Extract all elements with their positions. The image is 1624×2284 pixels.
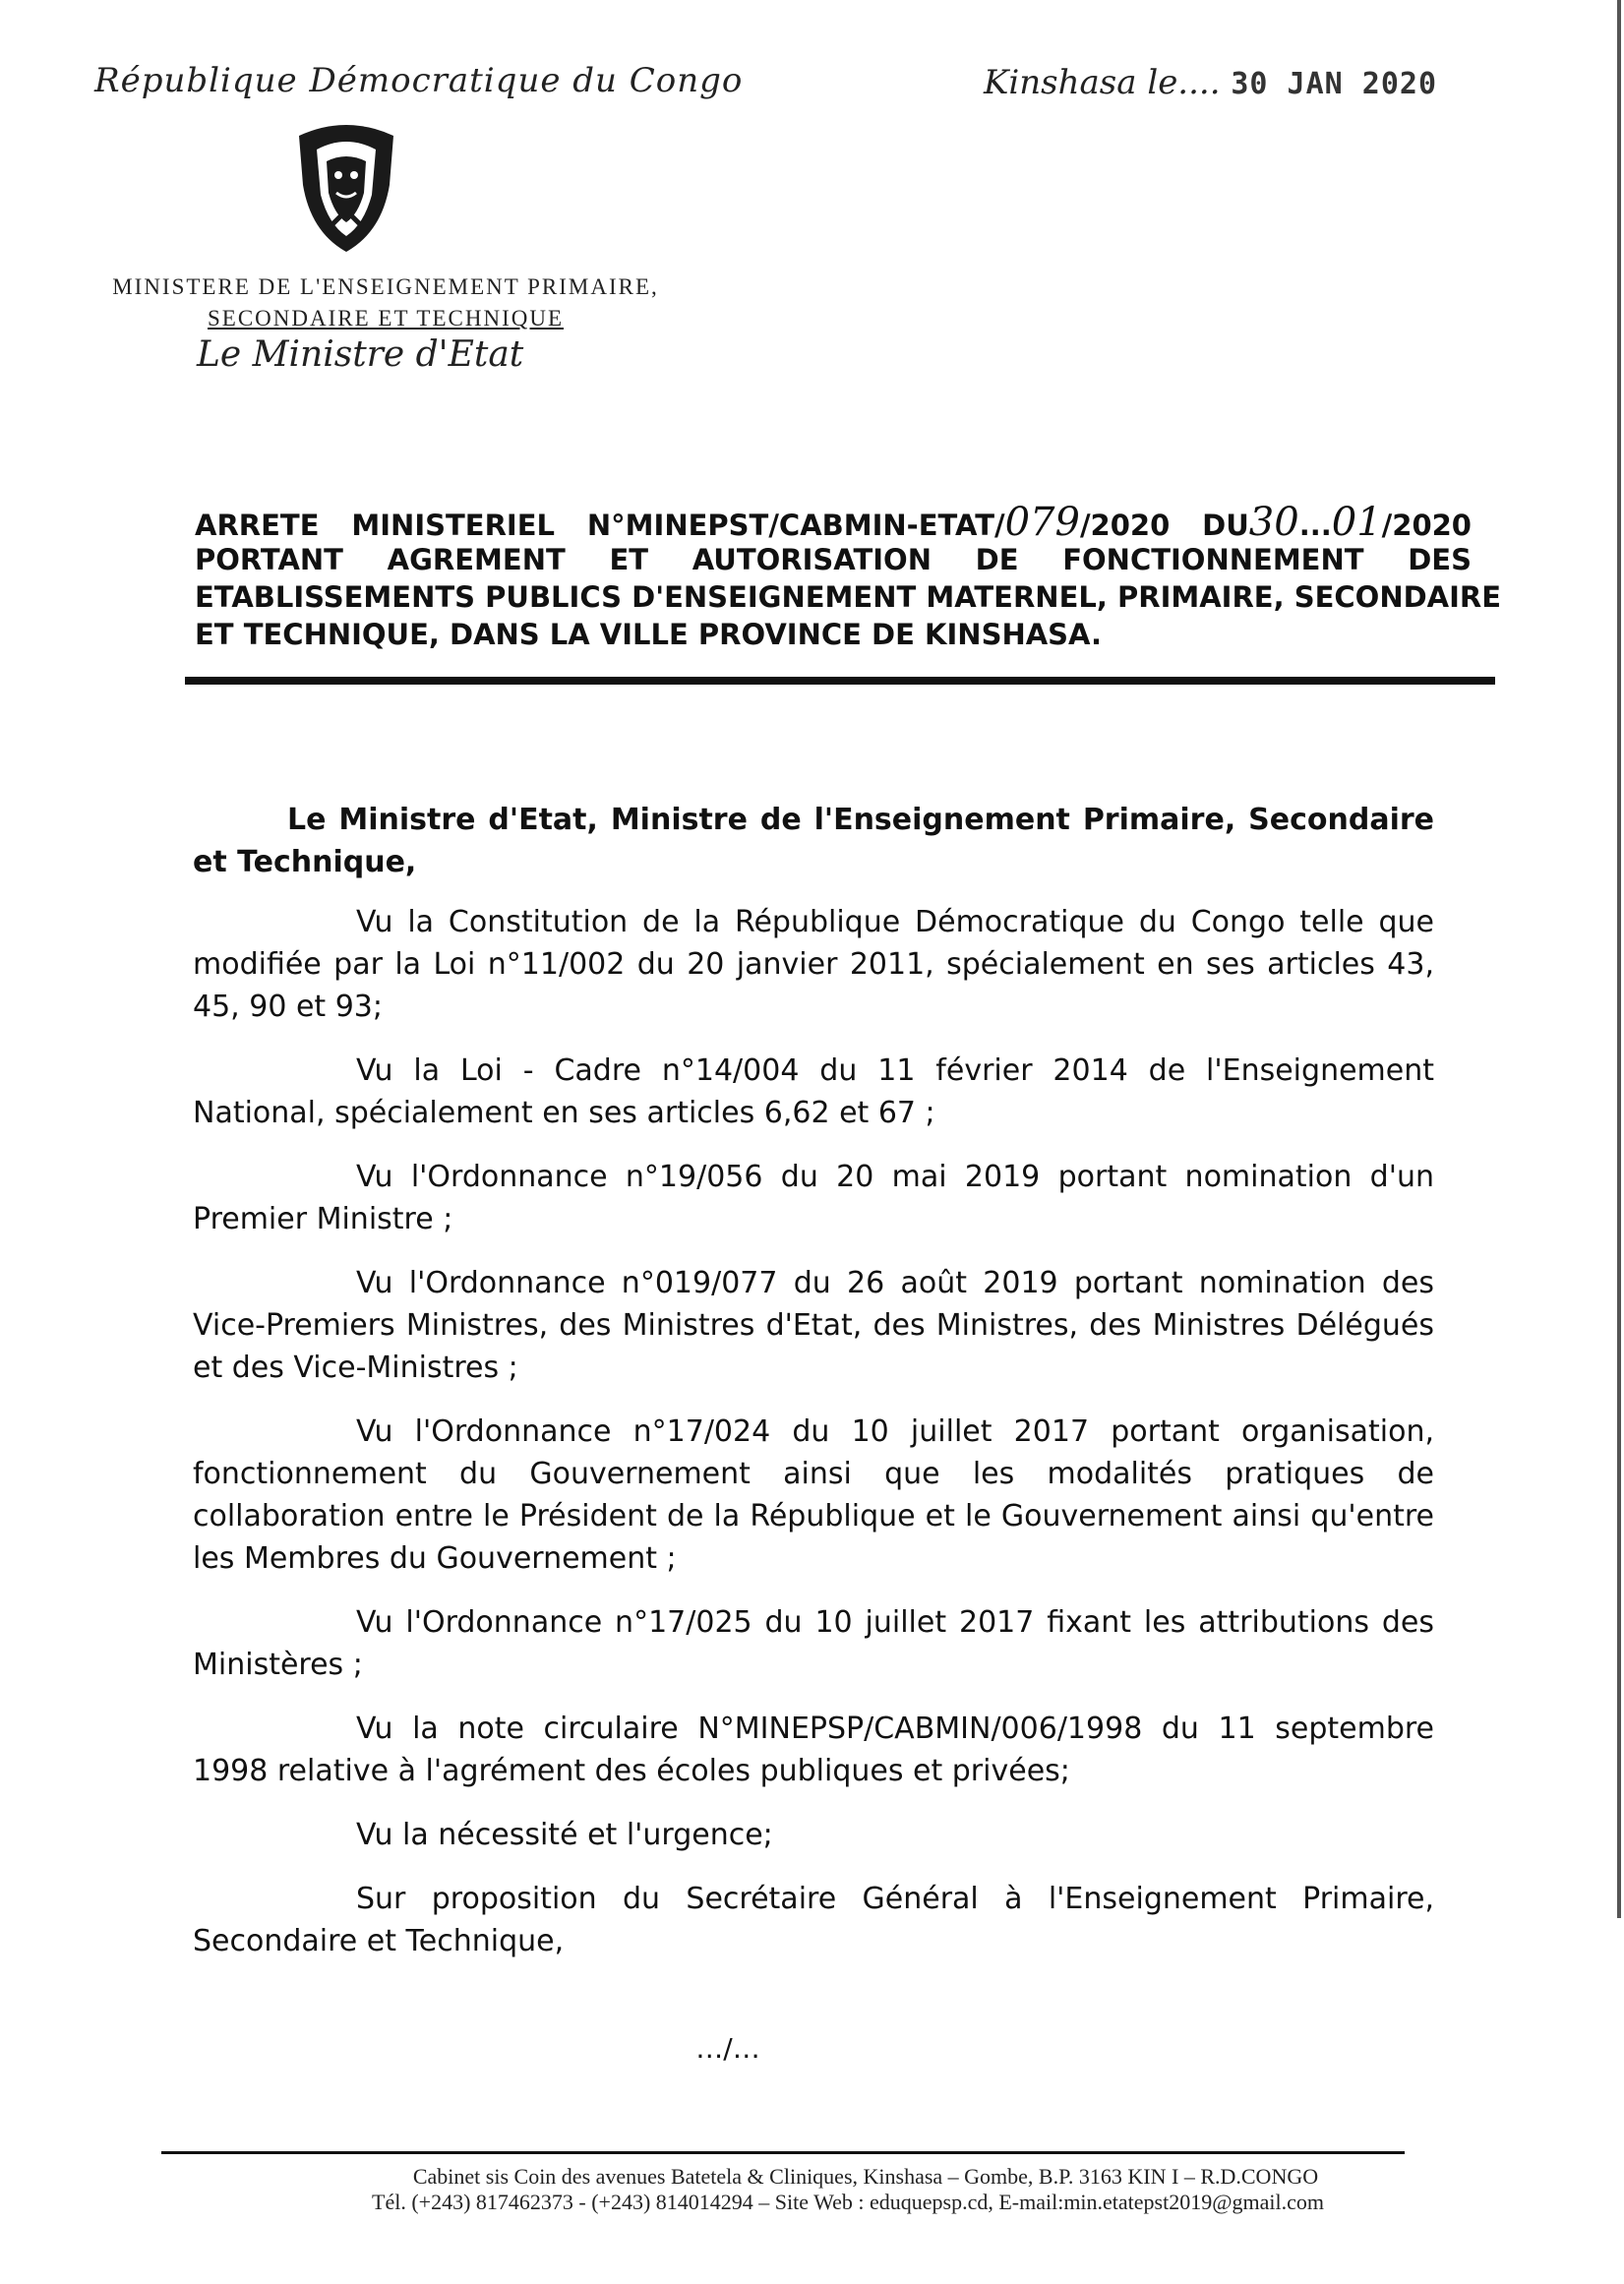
title-line-4: ET TECHNIQUE, DANS LA VILLE PROVINCE DE KINSHASA. [195, 618, 1103, 651]
title-line-1-part-1: ARRETE MINISTERIEL N°MINEPST/CABMIN-ETAT/ [195, 509, 1005, 542]
paragraph-ordinance-prime-minister: Vu l'Ordonnance n°19/056 du 20 mai 2019 portant nomination d'un Premier Ministre ; [193, 1160, 1434, 1236]
intro-paragraph: Le Ministre d'Etat, Ministre de l'Enseignement Primaire, Secondaire et Technique, [193, 803, 1434, 879]
leopard-emblem-icon [291, 116, 401, 254]
decree-body [193, 799, 1434, 1984]
paragraph-proposal: Sur proposition du Secrétaire Général à l'Enseignement Primaire, Secondaire et Technique, [193, 1882, 1434, 1958]
decree-day: 30 [1248, 500, 1299, 545]
place-date [984, 63, 1438, 102]
title-divider [185, 677, 1495, 685]
decree-month: 01 [1331, 500, 1382, 545]
title-line-1-part-3: /2020 [1381, 509, 1472, 542]
title-line-1 [195, 500, 1472, 545]
title-line-1-separator: ... [1298, 509, 1332, 542]
title-line-1-part-2: /2020 DU [1079, 509, 1249, 542]
republic-heading: République Démocratique du Congo [94, 61, 744, 100]
date-stamp: 30 JAN 2020 [1231, 67, 1438, 101]
paragraph-necessity: Vu la nécessité et l'urgence; [356, 1818, 773, 1852]
paragraph-circular-note: Vu la note circulaire N°MINEPSP/CABMIN/006/1998 du 11 septembre 1998 relative à l'agrément des écoles publiques et privées; [193, 1712, 1434, 1788]
footer [295, 2164, 1436, 2215]
decree-number: 079 [1004, 500, 1080, 545]
minister-heading: Le Ministre d'Etat [197, 334, 524, 375]
title-line-3: ETABLISSEMENTS PUBLICS D'ENSEIGNEMENT MATERNEL, PRIMAIRE, SECONDAIRE [195, 580, 1502, 614]
scan-edge [1617, 0, 1621, 1918]
footer-divider [161, 2151, 1405, 2154]
paragraph-constitution: Vu la Constitution de la République Démocratique du Congo telle que modifiée par la Loi n°11/002 du 20 janvier 2011, spécialement en ses articles 43, 45, 90 et 93; [193, 905, 1434, 1024]
ministry-line-1: MINISTERE DE L'ENSEIGNEMENT PRIMAIRE, [112, 274, 659, 299]
footer-contact: Tél. (+243) 817462373 - (+243) 814014294 – Site Web : eduquepsp.cd, E-mail:min.etatepst2019@gmail.com [372, 2190, 1324, 2214]
title-line-2: PORTANT AGREMENT ET AUTORISATION DE FONCTIONNEMENT DES [195, 543, 1472, 576]
ministry-line-2: SECONDAIRE ET TECHNIQUE [207, 306, 565, 331]
paragraph-framework-law: Vu la Loi - Cadre n°14/004 du 11 février 2014 de l'Enseignement National, spécialement en ses articles 6,62 et 67 ; [193, 1053, 1434, 1130]
footer-address: Cabinet sis Coin des avenues Batetela & Cliniques, Kinshasa – Gombe, B.P. 3163 KIN I – R.D.CONGO [412, 2164, 1319, 2189]
paragraph-ordinance-attributions: Vu l'Ordonnance n°17/025 du 10 juillet 2017 fixant les attributions des Ministères ; [193, 1605, 1434, 1682]
paragraph-ordinance-ministers: Vu l'Ordonnance n°019/077 du 26 août 2019 portant nomination des Vice-Premiers Ministres, des Ministres d'Etat, des Ministres, des Ministres Délégués et des Vice-Ministres ; [193, 1266, 1434, 1385]
ministry-heading [90, 271, 681, 334]
continuation-mark: …/… [695, 2032, 760, 2065]
place-prefix: Kinshasa le.... [984, 63, 1221, 102]
decree-title [195, 500, 1502, 653]
paragraph-ordinance-organisation: Vu l'Ordonnance n°17/024 du 10 juillet 2017 portant organisation, fonctionnement du Gouvernement ainsi que les modalités pratiques de collaboration entre le Président de la République et le Gouvernement ainsi qu'entre les Membres du Gouvernement ; [193, 1414, 1434, 1576]
